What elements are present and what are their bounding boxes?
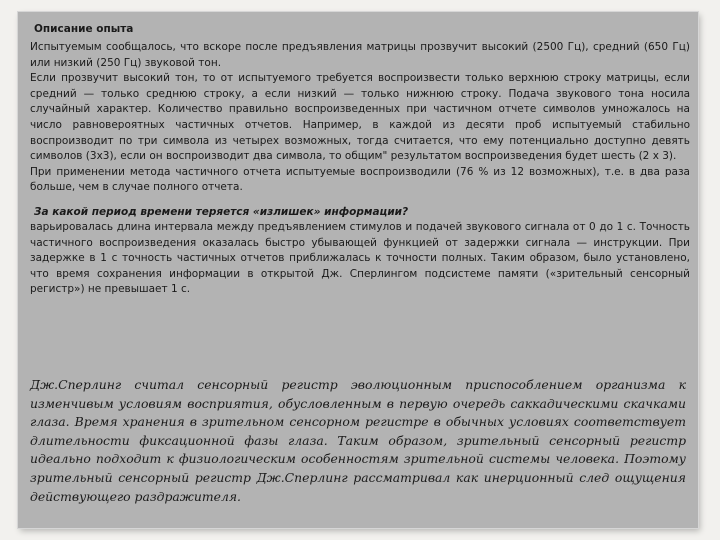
paragraph-delay: варьировалась длина интервала между предъявлением стимулов и подачей звукового сигнала от 0 до 1 с. Точность частичного воспроизведения оказалась быстро убывающей функцией от задержки сигнала — инструкции. При задержке в 1 с точность частичных отчетов приближалась к точности полных. Таким образом, было установлено, что время сохранения информации в открытой Дж. Сперлингом подсистеме памяти («зрительный сенсорный регистр») не превышает 1 с. bbox=[30, 220, 690, 296]
sperling-conclusion-block bbox=[30, 376, 686, 506]
paragraph-procedure: Если прозвучит высокий тон, то от испытуемого требуется воспроизвести только верхнюю строку матрицы, если средний — только среднюю строку, а если низкий — только нижнюю строку. Подача звукового тона носила случайный характер. Количество правильно воспроизведенных при частичном отчете символов умножалось на число равновероятных частичных отчетов. Например, в каждой из десяти проб испытуемый стабильно воспроизводит по три символа из четырех возможных, тогда считается, что ему потенциально доступно девять символов (3х3), если он воспроизводит два символа, то общим" результатом воспроизведения будет шесть (2 х 3). bbox=[30, 72, 690, 163]
question-heading: За какой период времени теряется «излишек» информации? bbox=[34, 205, 409, 218]
paragraph-result: При применении метода частичного отчета испытуемые воспроизводили (76 % из 12 возможных), т.е. в два раза больше, чем в случае полного отчета. bbox=[30, 165, 690, 194]
paragraph-sperling: Дж.Сперлинг считал сенсорный регистр эволюционным приспособлением организма к изменчивым условиям восприятия, обусловленным в первую очередь саккадическими скачками глаза. Время хранения в зрительном сенсорном регистре в обычных условиях соответствует длительности фиксационной фазы глаза. Таким образом, зрительный сенсорный регистр идеально подходит к физиологическим особенностям зрительной системы человека. Поэтому зрительный сенсорный регистр Дж.Сперлинг рассматривал как инерционный след ощущения действующего раздражителя. bbox=[30, 377, 686, 504]
slide-panel bbox=[18, 12, 698, 528]
slide-content bbox=[30, 22, 690, 298]
experiment-description-heading: Описание опыта bbox=[34, 23, 134, 35]
paragraph-intro: Испытуемым сообщалось, что вскоре после предъявления матрицы прозвучит высокий (2500 Гц), средний (650 Гц) или низкий (250 Гц) звуковой тон. bbox=[30, 41, 690, 69]
